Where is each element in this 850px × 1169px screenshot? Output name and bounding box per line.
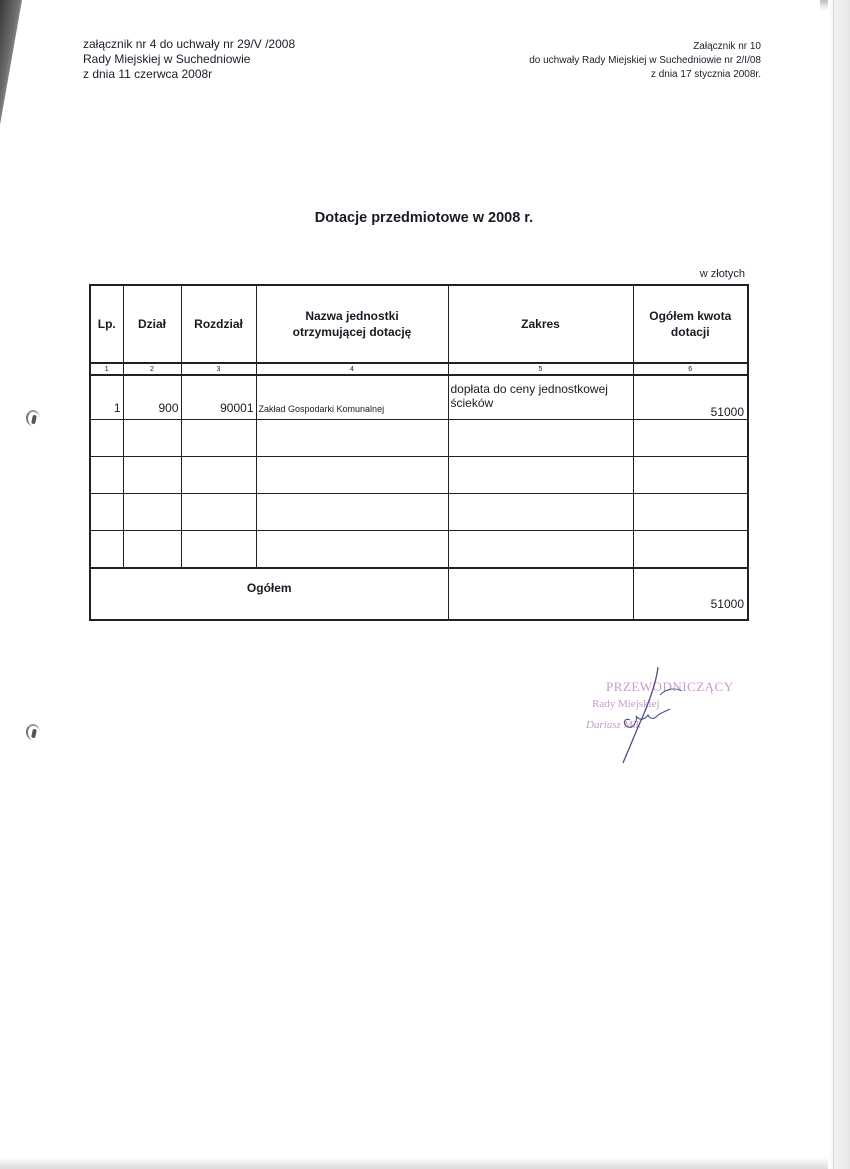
- header-left-line: z dnia 11 czerwca 2008r: [83, 67, 213, 81]
- empty-cell: [448, 457, 633, 494]
- cell-zakres-line: ścieków: [450, 396, 494, 410]
- empty-cell: [448, 420, 633, 457]
- cell-dzial: 900: [123, 375, 181, 420]
- table-header-row: [90, 285, 748, 363]
- total-row: [90, 568, 748, 620]
- empty-table-row: [90, 457, 748, 494]
- column-number: 3: [181, 363, 256, 375]
- header-kwota: [633, 285, 748, 363]
- header-kwota-line: Ogółem kwota: [649, 309, 732, 323]
- empty-cell: [90, 531, 123, 569]
- column-number: 2: [123, 363, 181, 375]
- header-right-line: Załącznik nr 10: [693, 41, 761, 52]
- header-nazwa-line: Nazwa jednostki: [305, 309, 399, 323]
- scan-edge-bottom: [0, 1157, 828, 1169]
- stamp-line: Rady Miejskiej: [592, 698, 660, 710]
- empty-cell: [123, 494, 181, 531]
- total-label: Ogółem: [90, 568, 448, 620]
- subsidy-table: [89, 284, 749, 621]
- cell-zakres: [448, 375, 633, 420]
- total-empty-cell: [448, 568, 633, 620]
- stamp-line: Dariusz Mik: [586, 719, 641, 731]
- header-right-line: do uchwały Rady Miejskiej w Suchedniowie nr 2/I/08: [529, 55, 761, 66]
- header-nazwa-line: otrzymującej dotację: [292, 325, 412, 339]
- cell-nazwa: Zakład Gospodarki Komunalnej: [256, 375, 448, 420]
- punch-hole-icon: [24, 722, 38, 740]
- column-number: 4: [256, 363, 448, 375]
- header-kwota-line: dotacji: [670, 325, 710, 339]
- header-rozdzial: Rozdział: [181, 285, 256, 363]
- empty-cell: [633, 494, 748, 531]
- empty-cell: [90, 420, 123, 457]
- empty-cell: [256, 420, 448, 457]
- empty-cell: [448, 494, 633, 531]
- header-lp: Lp.: [90, 285, 123, 363]
- total-amount: 51000: [633, 568, 748, 620]
- empty-cell: [633, 420, 748, 457]
- header-nazwa: [256, 285, 448, 363]
- header-left-line: Rady Miejskiej w Suchedniowie: [83, 52, 251, 66]
- column-number: 6: [633, 363, 748, 375]
- header-dzial: Dział: [123, 285, 181, 363]
- empty-cell: [181, 531, 256, 569]
- column-number: 1: [90, 363, 123, 375]
- empty-cell: [181, 457, 256, 494]
- empty-cell: [181, 420, 256, 457]
- empty-cell: [90, 494, 123, 531]
- unit-label: w złotych: [699, 268, 745, 280]
- empty-table-row: [90, 531, 748, 569]
- empty-cell: [448, 531, 633, 569]
- signature-stamp: [586, 665, 734, 765]
- stamp-line: PRZEWODNICZĄCY: [606, 679, 734, 694]
- empty-cell: [123, 420, 181, 457]
- header-zakres: Zakres: [448, 285, 633, 363]
- column-number-row: [90, 363, 748, 375]
- punch-hole-icon: [24, 408, 38, 426]
- empty-cell: [123, 457, 181, 494]
- empty-cell: [256, 457, 448, 494]
- cell-rozdzial: 90001: [181, 375, 256, 420]
- empty-cell: [256, 494, 448, 531]
- empty-cell: [90, 457, 123, 494]
- empty-table-row: [90, 494, 748, 531]
- empty-cell: [256, 531, 448, 569]
- column-number: 5: [448, 363, 633, 375]
- cell-zakres-line: dopłata do ceny jednostkowej: [450, 382, 608, 396]
- cell-lp: 1: [90, 375, 123, 420]
- handwritten-signature-icon: [586, 665, 716, 765]
- empty-cell: [633, 531, 748, 569]
- scan-edge-left: [0, 0, 22, 125]
- header-left-line: załącznik nr 4 do uchwały nr 29/V /2008: [83, 37, 296, 51]
- empty-table-row: [90, 420, 748, 457]
- header-right: [529, 40, 761, 82]
- header-right-line: z dnia 17 stycznia 2008r.: [650, 69, 761, 80]
- table-row: [90, 375, 748, 420]
- document-title: Dotacje przedmiotowe w 2008 r.: [314, 210, 534, 226]
- empty-cell: [123, 531, 181, 569]
- header-left: [83, 37, 295, 82]
- cell-kwota: 51000: [633, 375, 748, 420]
- scan-edge-right: [828, 0, 850, 1169]
- empty-cell: [181, 494, 256, 531]
- empty-cell: [633, 457, 748, 494]
